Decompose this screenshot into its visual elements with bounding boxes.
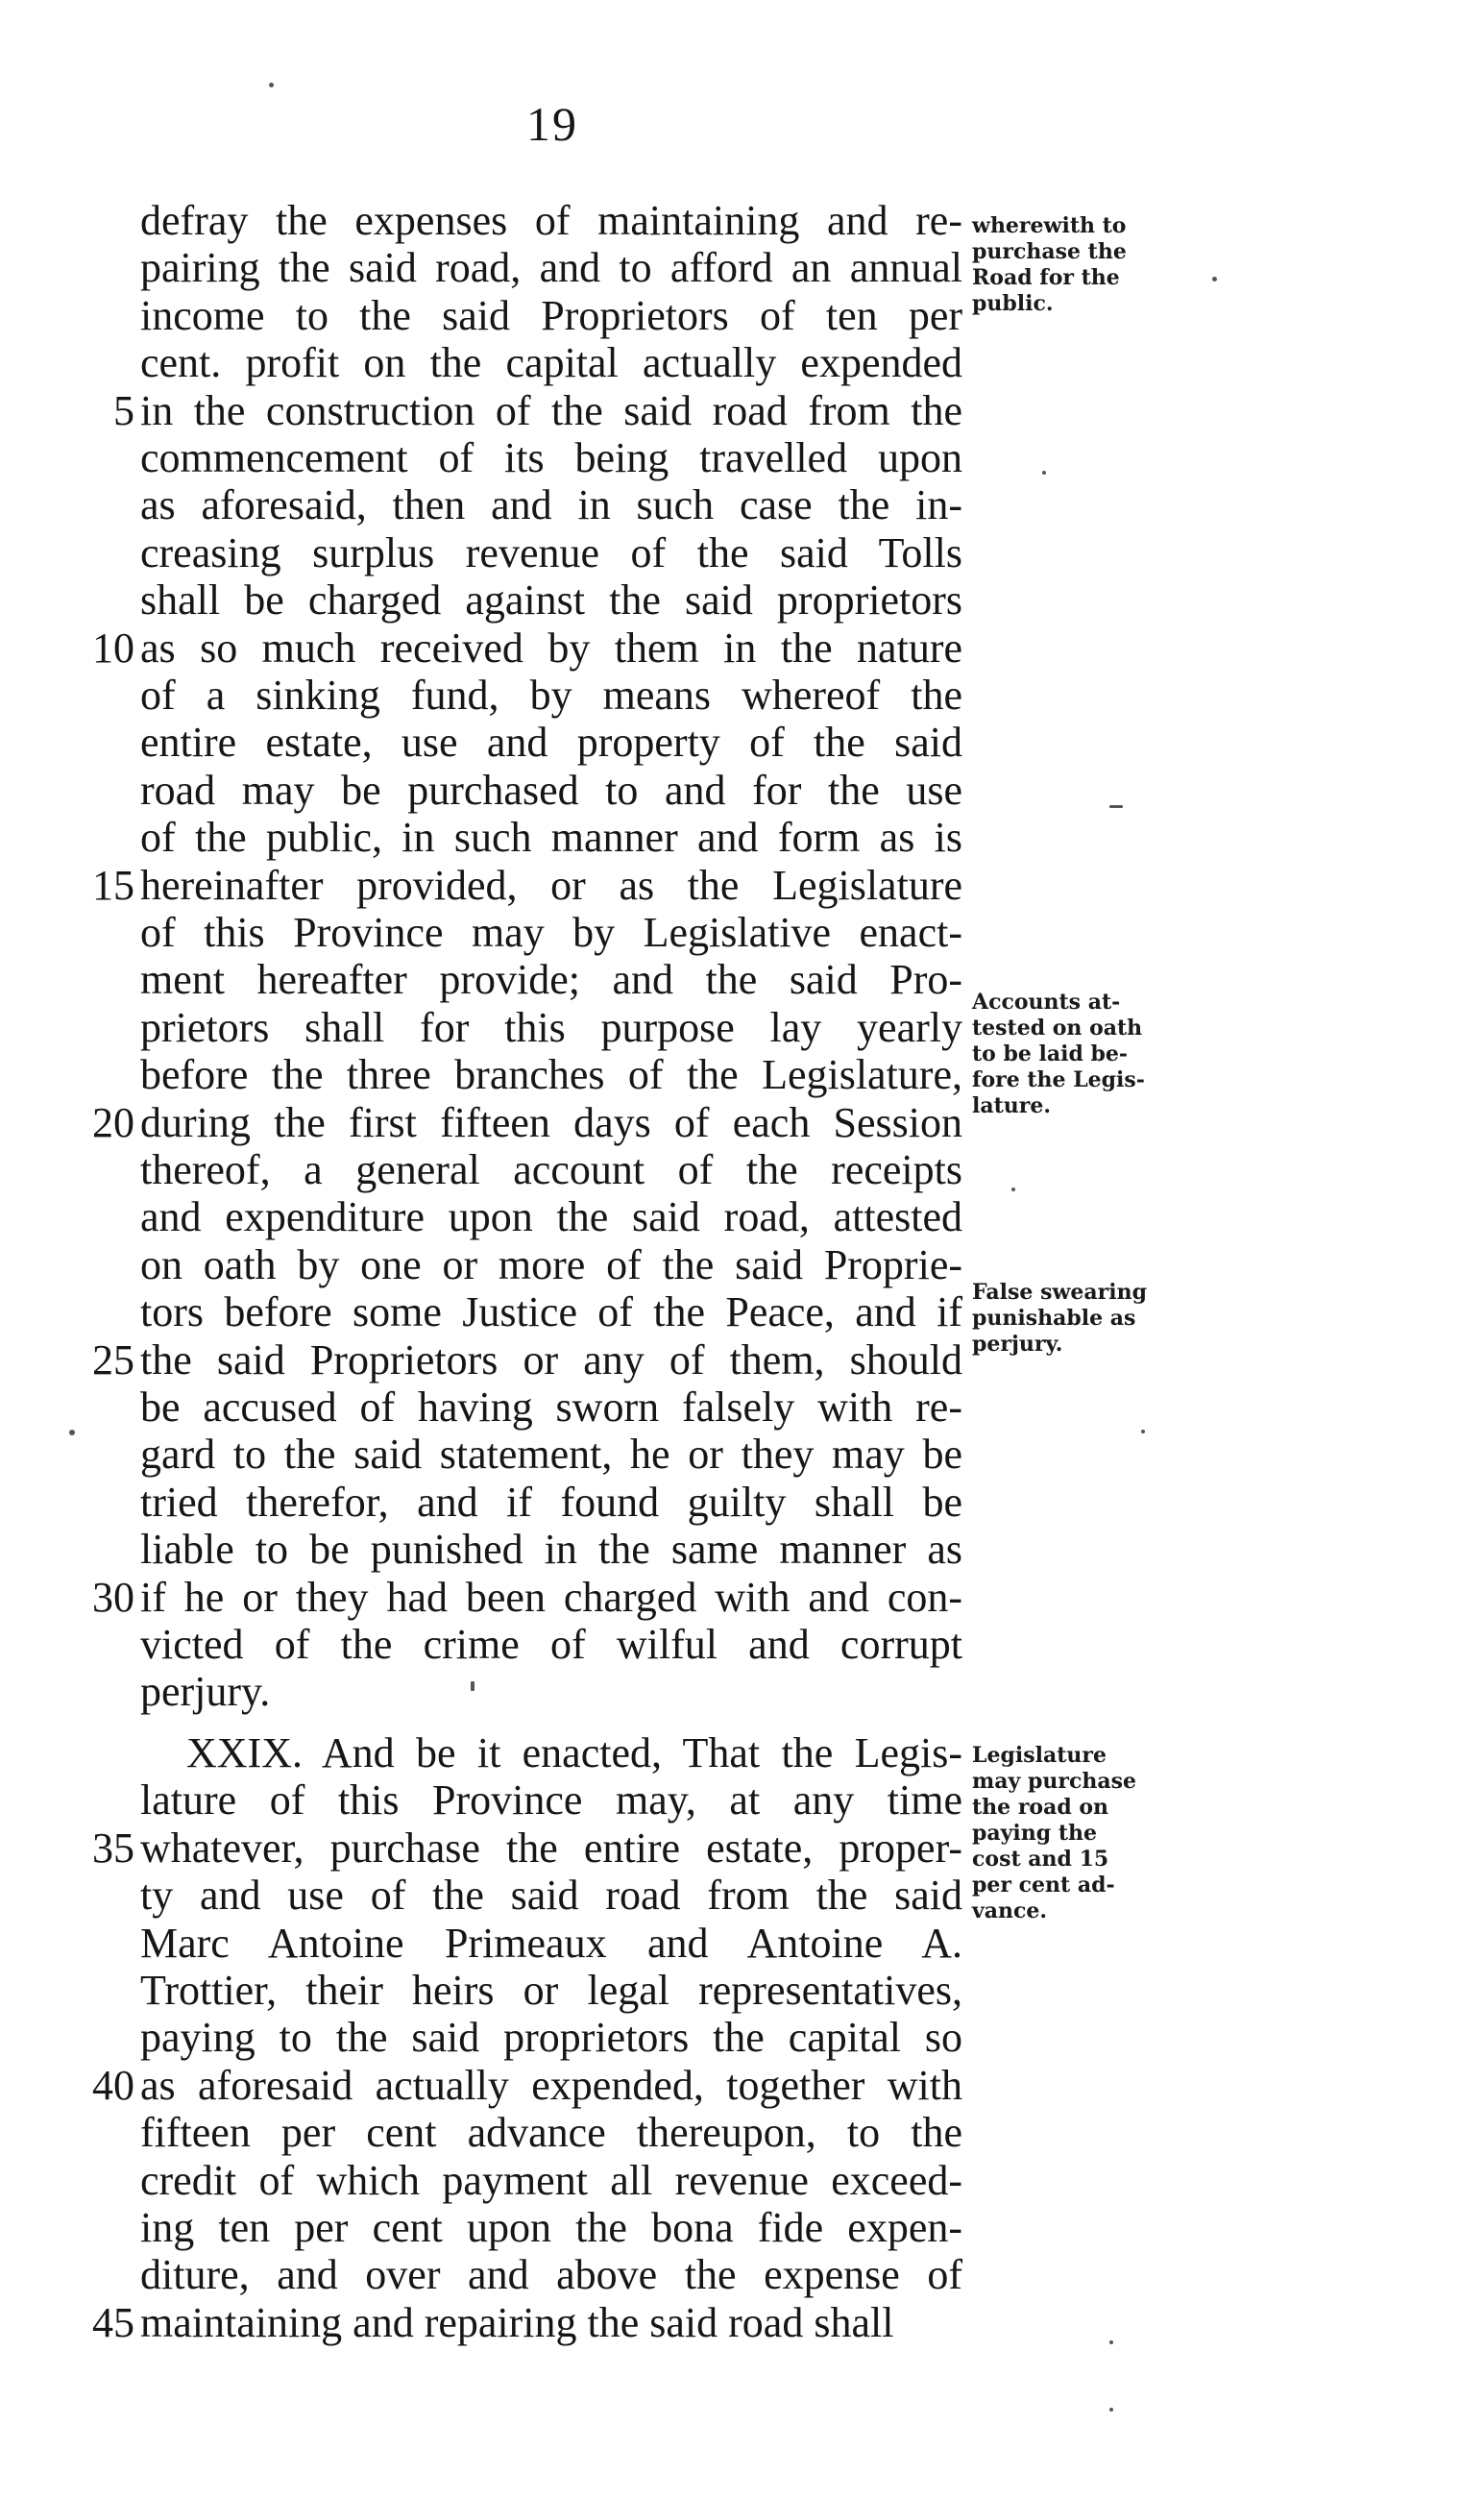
line-text: victed of the crime of wilful and corrupt xyxy=(140,1621,962,1668)
line-text: the said Proprietors or any of them, should xyxy=(140,1335,962,1384)
text-line xyxy=(0,1663,1484,1721)
line-text: thereof, a general account of the receipts xyxy=(140,1146,962,1193)
line-number: 15 xyxy=(92,861,134,909)
line-text: prietors shall for this purpose lay yearly xyxy=(140,1003,962,1051)
line-text: lature of this Province may, at any time xyxy=(140,1776,962,1825)
line-text: and expenditure upon the said road, attested xyxy=(140,1193,962,1241)
line-number: 25 xyxy=(92,1335,134,1384)
line-text: as so much received by them in the nature xyxy=(140,624,962,672)
line-text: XXIX. And be it enacted, That the Legis- xyxy=(186,1729,962,1776)
ink-speck xyxy=(1109,2340,1113,2344)
margin-note-legislature-purchase: Legislature may purchase the road on paying the cost and 15 per cent ad- vance. xyxy=(972,1743,1136,1923)
line-text: hereinafter provided, or as the Legislature xyxy=(140,861,962,909)
ink-speck xyxy=(1141,1430,1145,1433)
line-text: pairing the said road, and to afford an annual xyxy=(140,244,962,292)
line-number: 45 xyxy=(92,2298,134,2346)
line-text: gard to the said statement, he or they may be xyxy=(140,1431,962,1479)
line-text: as aforesaid, then and in such case the in- xyxy=(140,481,962,529)
line-text: credit of which payment all revenue exceed- xyxy=(140,2156,962,2204)
line-text: commencement of its being travelled upon xyxy=(140,434,962,481)
line-text: tors before some Justice of the Peace, and if xyxy=(140,1288,962,1336)
line-text: paying to the said proprietors the capital so xyxy=(140,2014,962,2062)
line-text: entire estate, use and property of the said xyxy=(140,719,962,767)
line-text: whatever, purchase the entire estate, proper- xyxy=(140,1824,962,1872)
line-text: creasing surplus revenue of the said Tolls xyxy=(140,528,962,576)
line-text: income to the said Proprietors of ten per xyxy=(140,291,962,339)
line-text: during the first fifteen days of each Session xyxy=(140,1098,962,1146)
line-text: tried therefor, and if found guilty shall be xyxy=(140,1478,962,1526)
line-text: maintaining and repairing the said road shall xyxy=(140,2298,894,2346)
line-text: diture, and over and above the expense of xyxy=(140,2251,962,2299)
ink-speck xyxy=(69,1430,75,1435)
ink-speck xyxy=(1011,1188,1015,1191)
ink-speck xyxy=(1109,805,1123,808)
line-text: ing ten per cent upon the bona fide expen- xyxy=(140,2204,962,2251)
line-text: cent. profit on the capital actually expended xyxy=(140,339,962,387)
line-text: fifteen per cent advance thereupon, to the xyxy=(140,2109,962,2157)
line-text: ment hereafter provide; and the said Pro- xyxy=(140,956,962,1004)
text-line xyxy=(0,2294,1484,2352)
line-text: before the three branches of the Legislature, xyxy=(140,1051,962,1099)
line-text: ty and use of the said road from the said xyxy=(140,1872,962,1920)
ink-speck xyxy=(269,83,274,87)
line-number: 35 xyxy=(92,1824,134,1872)
line-number: 20 xyxy=(92,1098,134,1146)
line-text: Trottier, their heirs or legal representatives, xyxy=(140,1967,962,2014)
margin-note-accounts-oath: Accounts at- tested on oath to be laid be- fore the Legis- lature. xyxy=(972,990,1145,1118)
line-text: of the public, in such manner and form as is xyxy=(140,814,962,862)
line-number: 30 xyxy=(92,1573,134,1621)
line-text: shall be charged against the said proprietors xyxy=(140,576,962,624)
line-text: of a sinking fund, by means whereof the xyxy=(140,672,962,719)
line-text: on oath by one or more of the said Proprie- xyxy=(140,1240,962,1288)
ink-speck xyxy=(1212,277,1217,282)
line-number: 10 xyxy=(92,624,134,672)
ink-speck xyxy=(1042,471,1046,475)
line-text: liable to be punished in the same manner as xyxy=(140,1526,962,1574)
page-number: 19 xyxy=(526,97,578,151)
ink-speck xyxy=(1109,2408,1113,2412)
margin-note-purchase-road: wherewith to purchase the Road for the public. xyxy=(972,213,1127,316)
line-text: defray the expenses of maintaining and re- xyxy=(140,197,962,244)
line-text: Marc Antoine Primeaux and Antoine A. xyxy=(140,1919,962,1967)
line-text: perjury. xyxy=(140,1668,271,1716)
ink-speck xyxy=(471,1681,474,1691)
line-number: 40 xyxy=(92,2061,134,2109)
line-text: be accused of having sworn falsely with re- xyxy=(140,1384,962,1431)
line-text: as aforesaid actually expended, together with xyxy=(140,2061,962,2109)
line-text: of this Province may by Legislative enact- xyxy=(140,909,962,956)
margin-note-false-swearing: False swearing punishable as perjury. xyxy=(972,1280,1147,1357)
line-text: road may be purchased to and for the use xyxy=(140,766,962,814)
line-text: in the construction of the said road from the xyxy=(140,386,962,434)
line-number: 5 xyxy=(113,386,134,434)
line-text: if he or they had been charged with and con- xyxy=(140,1573,962,1621)
